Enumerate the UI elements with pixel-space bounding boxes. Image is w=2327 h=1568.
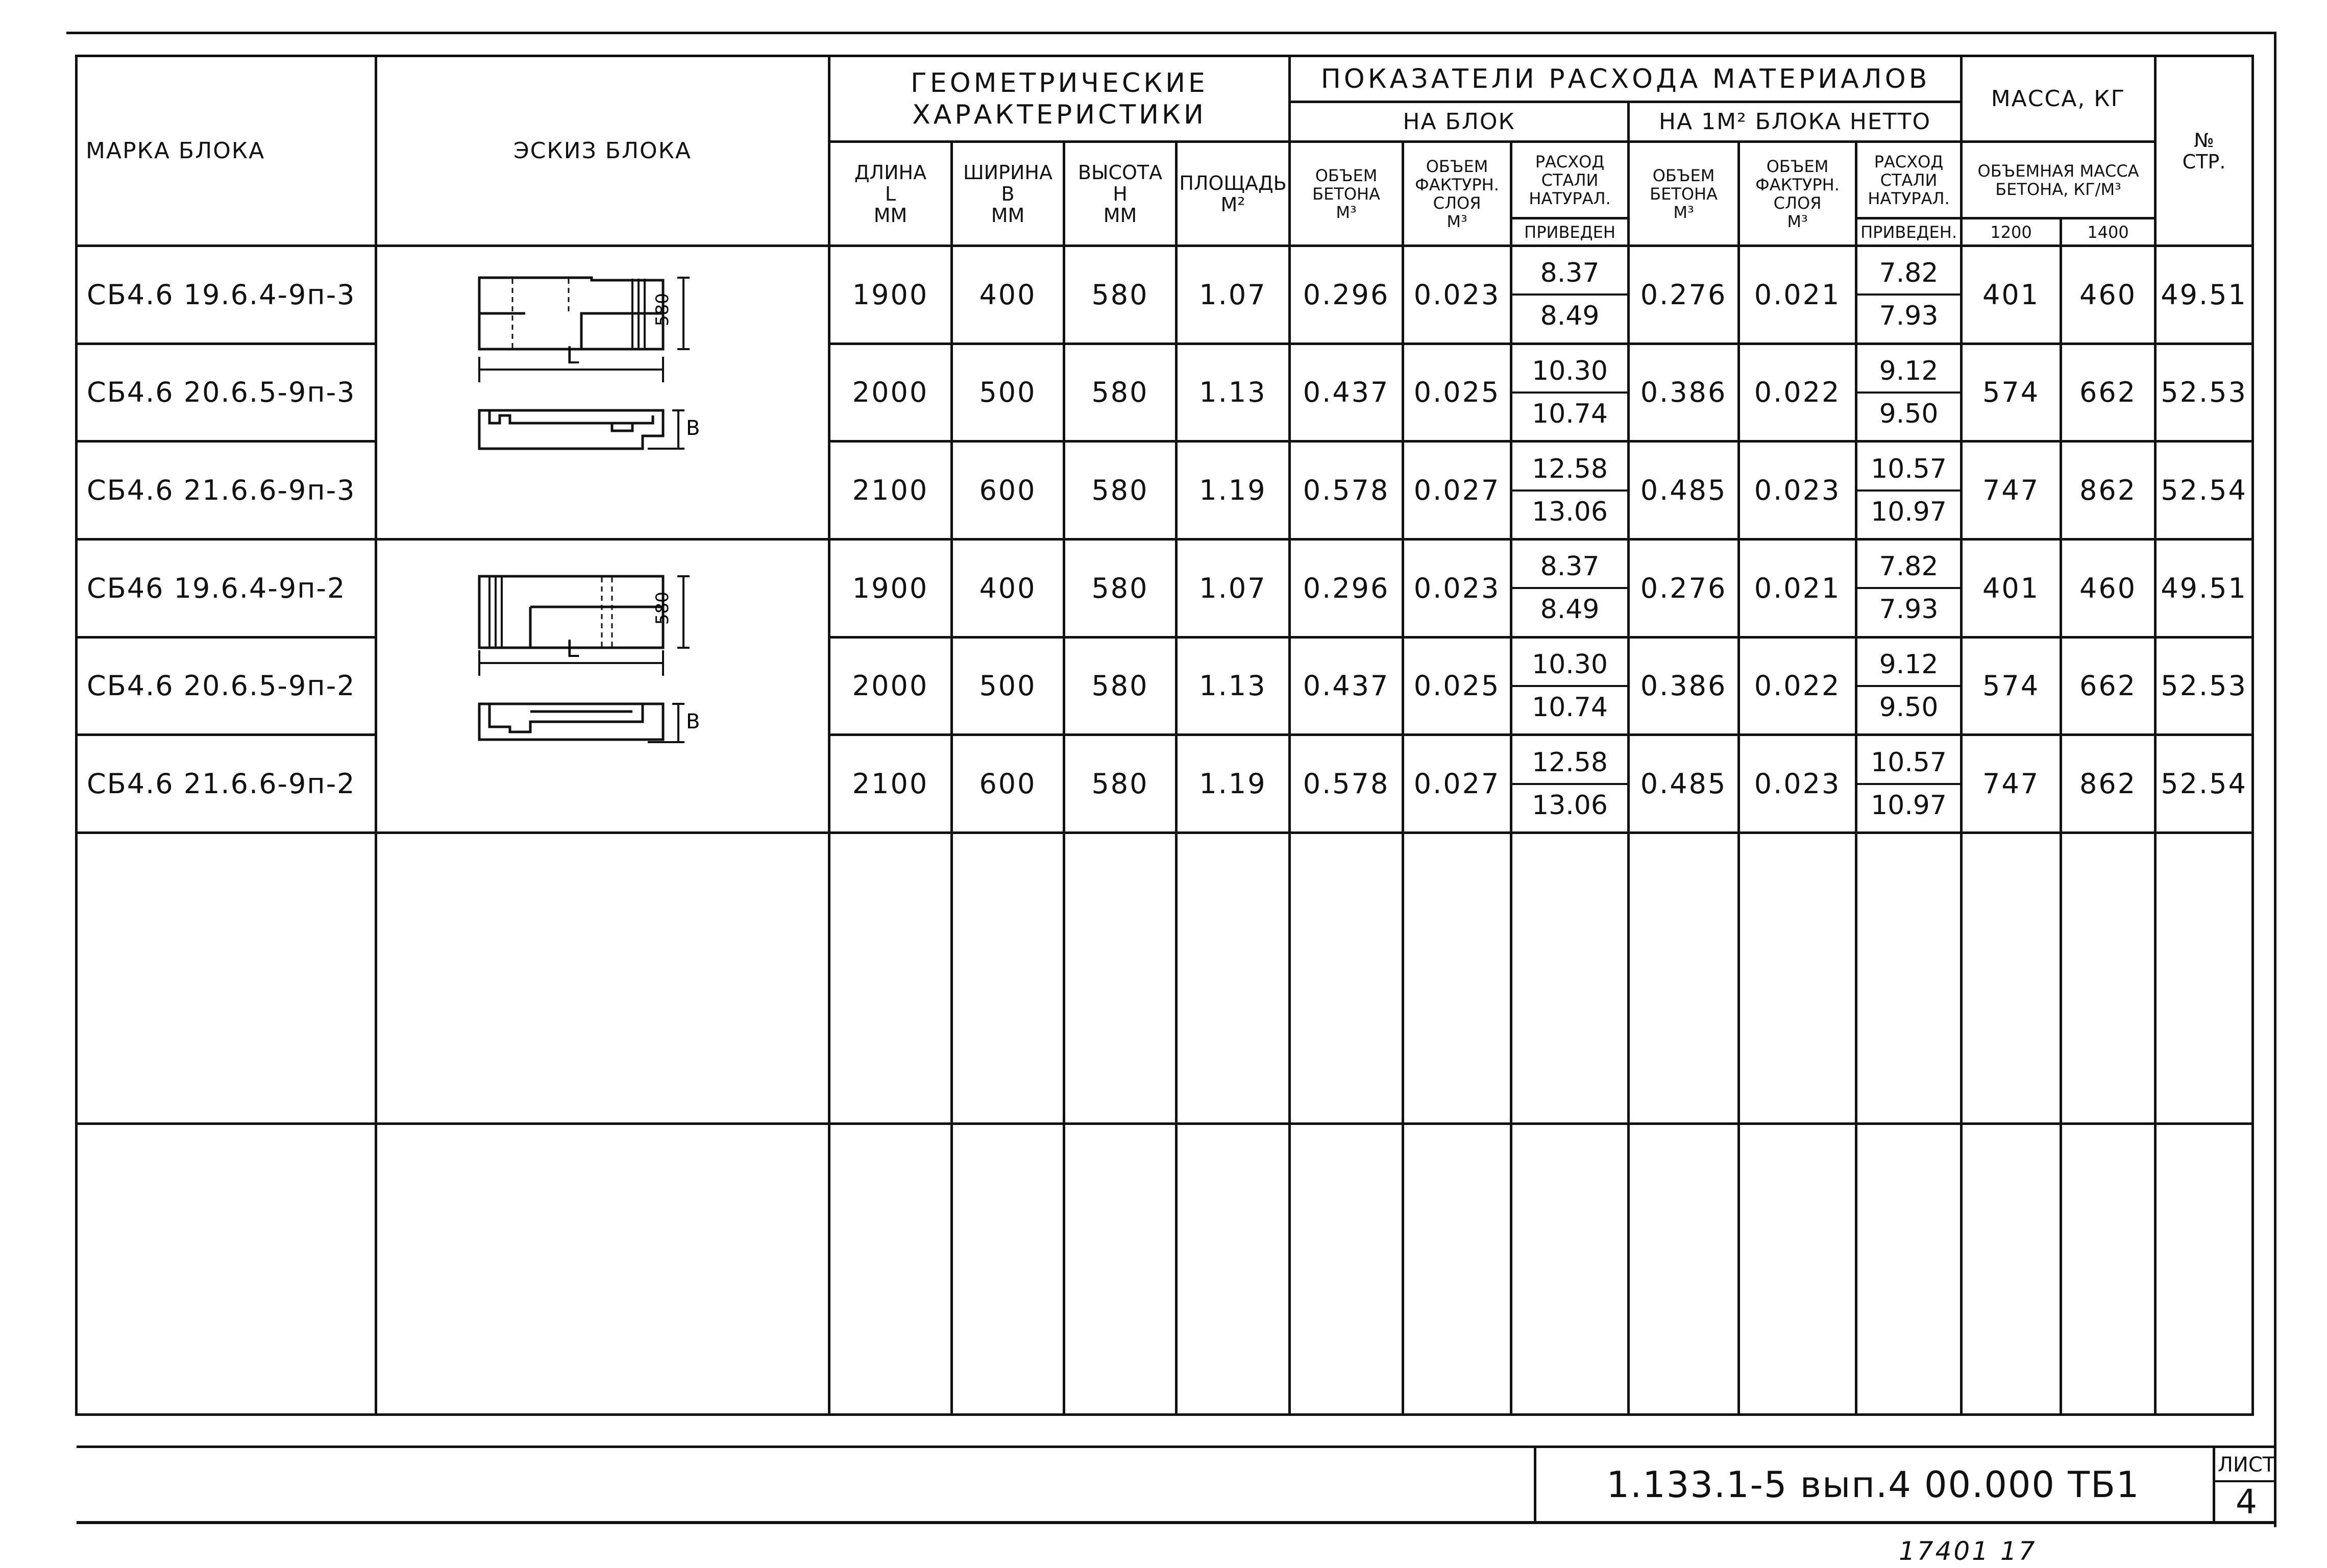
header-facing-vol-unit: М³ [1447, 211, 1467, 231]
steel-per-m2-reduced: 10.97 [1871, 790, 1947, 821]
header-width-symbol: В [1001, 182, 1015, 205]
length-cell [829, 735, 952, 833]
concrete-m2: 0.386 [1640, 670, 1727, 702]
header-area-unit: М² [1220, 193, 1245, 216]
concrete-m2: 0.485 [1640, 474, 1727, 507]
steel-per-block-reduced: 10.74 [1532, 398, 1608, 429]
facing-m2-cell [1739, 442, 1856, 540]
height-cell [1064, 735, 1177, 833]
sketch-plan-view [479, 410, 663, 449]
sheet-label: ЛИСТ [2217, 1453, 2275, 1477]
table-row [77, 246, 2253, 344]
steel-per-m2-reduced: 10.97 [1871, 496, 1947, 527]
facing: 0.027 [1413, 474, 1501, 507]
header-width-unit: ММ [991, 204, 1025, 227]
header-sketch: ЭСКИЗ БЛОКА [376, 56, 829, 246]
width: 500 [979, 670, 1037, 702]
empty-row [77, 1124, 2253, 1415]
header-concrete-vol-m2-unit: М³ [1673, 202, 1694, 222]
mass-1400: 662 [2079, 376, 2137, 409]
concrete-cell [1290, 735, 1403, 833]
area: 1.19 [1199, 768, 1267, 800]
mass-1400-cell [2061, 540, 2155, 638]
sketch-length-label: L [566, 341, 579, 369]
width: 500 [979, 376, 1037, 409]
height-cell [1064, 246, 1177, 344]
mass-1200-cell [1962, 735, 2061, 833]
length-cell [829, 442, 952, 540]
rows-body [77, 246, 2253, 833]
concrete-m2-cell [1629, 540, 1739, 638]
steel-per-m2-natural: 9.12 [1857, 352, 1960, 394]
mass-1200-cell [1962, 442, 2061, 540]
steel-per-block-cell [1511, 637, 1629, 735]
page-cell [2155, 344, 2253, 442]
steel-per-block-natural: 12.58 [1512, 743, 1627, 785]
header-facing-vol-m2 [1739, 142, 1856, 246]
empty-row [77, 833, 2253, 1124]
facing: 0.025 [1413, 670, 1501, 702]
header-concrete-vol [1290, 142, 1403, 246]
width-cell [952, 637, 1064, 735]
facing-cell [1403, 344, 1511, 442]
facing-m2: 0.021 [1754, 572, 1841, 604]
steel-per-m2-cell [1856, 246, 1962, 344]
steel-per-m2-natural: 10.57 [1857, 743, 1960, 785]
steel-per-m2-reduced: 9.50 [1879, 398, 1939, 429]
page-cell [2155, 735, 2253, 833]
block-mark-cell [77, 442, 376, 540]
header-mark: МАРКА БЛОКА [77, 56, 376, 246]
header-steel-line2: НАТУРАЛ. [1529, 188, 1611, 208]
header-length-unit: ММ [873, 204, 908, 227]
page: 52.53 [2161, 376, 2247, 409]
steel-per-block-cell [1511, 540, 1629, 638]
header-density-1400: 1400 [2061, 218, 2155, 246]
block-mark-cell [77, 344, 376, 442]
header-width-name: ШИРИНА [963, 161, 1052, 184]
steel-per-m2-natural: 10.57 [1857, 450, 1960, 492]
width-cell [952, 344, 1064, 442]
page: 49.51 [2161, 278, 2247, 311]
header-concrete-vol-m2 [1629, 142, 1739, 246]
concrete-cell [1290, 540, 1403, 638]
steel-per-block-reduced: 8.49 [1540, 301, 1600, 332]
width: 400 [979, 572, 1037, 604]
facing-cell [1403, 637, 1511, 735]
mass-1400: 460 [2079, 572, 2137, 604]
header-density-line1: ОБЪЕМНАЯ МАССА [1977, 161, 2139, 181]
sketch-height-dimension [652, 278, 690, 349]
page-cell [2155, 246, 2253, 344]
mass-1400-cell [2061, 637, 2155, 735]
concrete: 0.437 [1303, 376, 1390, 409]
header-height [1064, 142, 1177, 246]
steel-per-m2-cell [1856, 344, 1962, 442]
height: 580 [1091, 768, 1149, 800]
mass-1200-cell [1962, 344, 2061, 442]
mass-1200: 747 [1982, 768, 2040, 800]
sketch-width-label: В [686, 710, 700, 733]
blocks-table [75, 55, 2254, 1416]
height-cell [1064, 637, 1177, 735]
concrete: 0.578 [1303, 474, 1390, 507]
steel-per-block-cell [1511, 735, 1629, 833]
header-height-symbol: Н [1113, 182, 1128, 205]
block-mark-cell [77, 637, 376, 735]
area-cell [1177, 637, 1290, 735]
facing-m2: 0.022 [1754, 376, 1841, 409]
facing-cell [1403, 442, 1511, 540]
steel-per-block-natural: 12.58 [1512, 450, 1627, 492]
block-mark: СБ4.6 20.6.5-9п-3 [87, 376, 356, 409]
width: 400 [979, 278, 1037, 311]
sketch-length-dimension [479, 635, 663, 676]
block-sketch-cell [376, 246, 829, 540]
concrete-m2-cell [1629, 344, 1739, 442]
concrete-cell [1290, 246, 1403, 344]
block-sketch-type2 [377, 541, 826, 831]
length: 2100 [852, 768, 929, 800]
mass-1400: 862 [2079, 474, 2137, 507]
steel-per-m2-cell [1856, 637, 1962, 735]
header-height-unit: ММ [1103, 204, 1137, 227]
length: 2000 [852, 376, 929, 409]
mass-1400-cell [2061, 442, 2155, 540]
header-steel-m2 [1856, 142, 1962, 218]
header-geometry-line1: ГЕОМЕТРИЧЕСКИЕ [911, 67, 1208, 99]
header-concrete-vol-name: ОБЪЕМ БЕТОНА [1312, 165, 1380, 204]
steel-per-block-reduced: 10.74 [1532, 692, 1608, 723]
page: 52.54 [2161, 474, 2247, 507]
block-mark: СБ4.6 21.6.6-9п-2 [87, 768, 356, 800]
header-density-line2: БЕТОНА, КГ/М³ [1995, 179, 2121, 199]
facing-cell [1403, 540, 1511, 638]
concrete-m2-cell [1629, 735, 1739, 833]
block-mark: СБ4.6 20.6.5-9п-2 [87, 670, 356, 702]
header-materials: ПОКАЗАТЕЛИ РАСХОДА МАТЕРИАЛОВ [1290, 56, 1962, 102]
header-area [1177, 142, 1290, 246]
concrete: 0.296 [1303, 572, 1390, 604]
header-per-m2: НА 1М² БЛОКА НЕТТО [1629, 102, 1962, 142]
width-cell [952, 442, 1064, 540]
frame-top-line [66, 32, 2276, 34]
mass-1200: 574 [1982, 670, 2040, 702]
header-row-1 [77, 56, 2253, 102]
header-steel-line1: РАСХОД СТАЛИ [1535, 152, 1605, 190]
block-mark-cell [77, 246, 376, 344]
length-cell [829, 344, 952, 442]
page-cell [2155, 637, 2253, 735]
concrete-cell [1290, 637, 1403, 735]
header-geometry-line2: ХАРАКТЕРИСТИКИ [912, 99, 1207, 130]
facing: 0.023 [1413, 572, 1501, 604]
width: 600 [979, 474, 1037, 507]
block-sketch-cell [376, 540, 829, 833]
header-facing-vol-name: ОБЪЕМ ФАКТУРН. СЛОЯ [1415, 156, 1499, 213]
facing: 0.025 [1413, 376, 1501, 409]
header-density [1962, 142, 2155, 218]
concrete-m2: 0.276 [1640, 278, 1727, 311]
facing-m2-cell [1739, 735, 1856, 833]
facing-m2: 0.022 [1754, 670, 1841, 702]
mass-1400: 460 [2079, 278, 2137, 311]
steel-per-block-natural: 8.37 [1512, 254, 1627, 296]
header-steel-m2-line2: НАТУРАЛ. [1868, 188, 1950, 208]
area: 1.13 [1199, 670, 1267, 702]
block-mark-cell [77, 540, 376, 638]
steel-per-block-natural: 8.37 [1512, 547, 1627, 589]
steel-per-block-cell [1511, 246, 1629, 344]
concrete: 0.296 [1303, 278, 1390, 311]
sketch-plan-view [479, 704, 663, 740]
block-mark-cell [77, 735, 376, 833]
sketch-height-label: 580 [652, 293, 673, 326]
facing-m2: 0.021 [1754, 278, 1841, 311]
facing-cell [1403, 246, 1511, 344]
page-cell [2155, 540, 2253, 638]
concrete-cell [1290, 344, 1403, 442]
sketch-width-label: В [686, 416, 700, 440]
facing: 0.023 [1413, 278, 1501, 311]
table-row [77, 540, 2253, 638]
area-cell [1177, 344, 1290, 442]
length: 2100 [852, 474, 929, 507]
header-density-1200: 1200 [1962, 218, 2061, 246]
header-per-block: НА БЛОК [1290, 102, 1629, 142]
concrete-cell [1290, 442, 1403, 540]
facing: 0.027 [1413, 768, 1501, 800]
sketch-height-dimension [652, 576, 690, 648]
header-page [2155, 56, 2253, 246]
header-concrete-vol-m2-name: ОБЪЕМ БЕТОНА [1650, 165, 1718, 204]
length-cell [829, 637, 952, 735]
facing-m2-cell [1739, 637, 1856, 735]
frame-right-line [2274, 32, 2276, 1527]
height: 580 [1091, 670, 1149, 702]
block-sketch-type3 [377, 247, 826, 538]
header-concrete-vol-unit: М³ [1336, 202, 1357, 222]
height: 580 [1091, 376, 1149, 409]
header-steel-m2-line1: РАСХОД СТАЛИ [1874, 152, 1944, 190]
concrete-m2: 0.386 [1640, 376, 1727, 409]
steel-per-m2-reduced: 9.50 [1879, 692, 1939, 723]
steel-per-m2-cell [1856, 540, 1962, 638]
header-page-no: № [2194, 129, 2214, 152]
height: 580 [1091, 278, 1149, 311]
header-height-name: ВЫСОТА [1077, 161, 1163, 184]
mass-1400: 662 [2079, 670, 2137, 702]
facing-cell [1403, 735, 1511, 833]
facing-m2-cell [1739, 246, 1856, 344]
mass-1400-cell [2061, 735, 2155, 833]
mass-1200-cell [1962, 540, 2061, 638]
concrete-m2: 0.485 [1640, 768, 1727, 800]
concrete-m2-cell [1629, 246, 1739, 344]
height-cell [1064, 442, 1177, 540]
header-length-name: ДЛИНА [854, 161, 927, 184]
mass-1200: 401 [1982, 572, 2040, 604]
steel-per-block-reduced: 8.49 [1540, 594, 1600, 625]
width-cell [952, 540, 1064, 638]
page: 52.53 [2161, 670, 2247, 702]
area-cell [1177, 246, 1290, 344]
steel-per-block-natural: 10.30 [1512, 352, 1627, 394]
steel-per-block-reduced: 13.06 [1532, 790, 1608, 821]
mass-1400-cell [2061, 246, 2155, 344]
steel-per-m2-natural: 7.82 [1857, 547, 1960, 589]
steel-per-block-cell [1511, 344, 1629, 442]
sketch-width-dimension [648, 704, 700, 742]
height-cell [1064, 540, 1177, 638]
steel-per-block-natural: 10.30 [1512, 645, 1627, 687]
archive-number: 17401 17 [1899, 1536, 2037, 1566]
mass-1200: 401 [1982, 278, 2040, 311]
header-width [952, 142, 1064, 246]
height: 580 [1091, 572, 1149, 604]
mass-1200-cell [1962, 246, 2061, 344]
header-facing-vol-m2-unit: М³ [1787, 211, 1808, 231]
area: 1.07 [1199, 278, 1267, 311]
steel-per-m2-reduced: 7.93 [1879, 301, 1939, 332]
area: 1.13 [1199, 376, 1267, 409]
sketch-height-label: 580 [652, 592, 673, 625]
width: 600 [979, 768, 1037, 800]
sheet-number: 4 [2236, 1482, 2257, 1522]
block-mark: СБ4.6 19.6.4-9п-3 [87, 278, 356, 311]
facing-m2: 0.023 [1754, 474, 1841, 507]
sketch-length-label: L [566, 635, 579, 663]
steel-per-m2-natural: 9.12 [1857, 645, 1960, 687]
header-page-str: СТР. [2182, 150, 2226, 173]
length: 1900 [852, 278, 929, 311]
height-cell [1064, 344, 1177, 442]
mass-1200: 747 [1982, 474, 2040, 507]
steel-per-block-reduced: 13.06 [1532, 496, 1608, 527]
concrete-m2-cell [1629, 637, 1739, 735]
area-cell [1177, 540, 1290, 638]
header-mass: МАССА, КГ [1962, 56, 2155, 142]
sketch-length-dimension [479, 341, 663, 382]
block-mark: СБ4.6 21.6.6-9п-3 [87, 474, 356, 507]
sketch-width-dimension [648, 410, 700, 449]
block-mark: СБ46 19.6.4-9п-2 [87, 572, 346, 604]
header-length-symbol: L [885, 182, 896, 205]
length-cell [829, 540, 952, 638]
document-designation: 1.133.1-5 вып.4 00.000 ТБ1 [1606, 1464, 2140, 1506]
area: 1.19 [1199, 474, 1267, 507]
page-cell [2155, 442, 2253, 540]
length: 2000 [852, 670, 929, 702]
page: 49.51 [2161, 572, 2247, 604]
area-cell [1177, 442, 1290, 540]
header-area-name: ПЛОЩАДЬ [1179, 172, 1287, 194]
mass-1400: 862 [2079, 768, 2137, 800]
area: 1.07 [1199, 572, 1267, 604]
mass-1200-cell [1962, 637, 2061, 735]
sketch-front-view [479, 278, 663, 349]
header-facing-vol [1403, 142, 1511, 246]
concrete: 0.437 [1303, 670, 1390, 702]
height: 580 [1091, 474, 1149, 507]
header-steel-reduced: ПРИВЕДЕН [1511, 218, 1629, 246]
page: 52.54 [2161, 768, 2247, 800]
header-geometry [829, 56, 1290, 142]
width-cell [952, 735, 1064, 833]
mass-1400-cell [2061, 344, 2155, 442]
steel-per-m2-cell [1856, 735, 1962, 833]
steel-per-m2-natural: 7.82 [1857, 254, 1960, 296]
length: 1900 [852, 572, 929, 604]
header-length [829, 142, 952, 246]
steel-per-m2-cell [1856, 442, 1962, 540]
mass-1200: 574 [1982, 376, 2040, 409]
header-steel [1511, 142, 1629, 218]
length-cell [829, 246, 952, 344]
steel-per-block-cell [1511, 442, 1629, 540]
header-facing-vol-m2-name: ОБЪЕМ ФАКТУРН. СЛОЯ [1755, 156, 1840, 213]
concrete-m2-cell [1629, 442, 1739, 540]
area-cell [1177, 735, 1290, 833]
concrete-m2: 0.276 [1640, 572, 1727, 604]
facing-m2: 0.023 [1754, 768, 1841, 800]
width-cell [952, 246, 1064, 344]
facing-m2-cell [1739, 540, 1856, 638]
steel-per-m2-reduced: 7.93 [1879, 594, 1939, 625]
header-steel-reduced-m2: ПРИВЕДЕН. [1856, 218, 1962, 246]
concrete: 0.578 [1303, 768, 1390, 800]
facing-m2-cell [1739, 344, 1856, 442]
